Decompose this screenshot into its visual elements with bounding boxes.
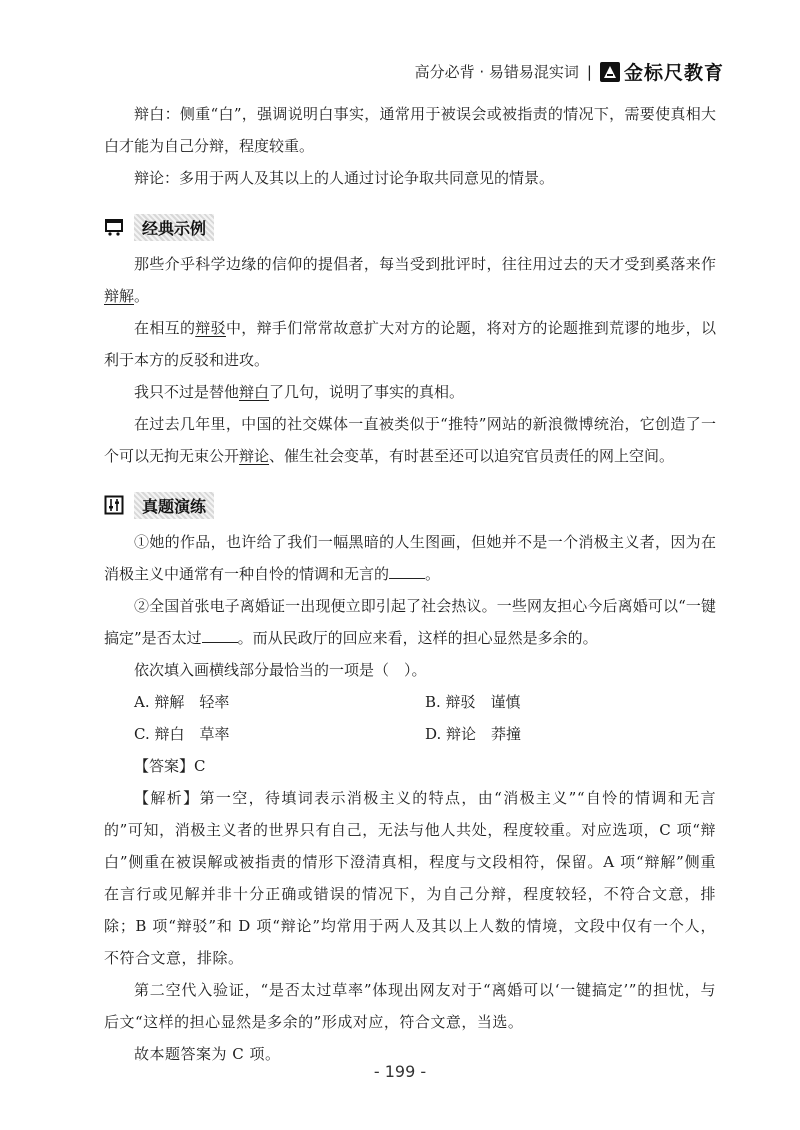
question-prompt: 依次填入画横线部分最恰当的一项是（ ）。 bbox=[134, 661, 427, 679]
option-a: A. 辩解 轻率 bbox=[134, 693, 230, 711]
section-examples-header bbox=[104, 212, 716, 242]
option-b: B. 辩驳 谨慎 bbox=[425, 693, 521, 711]
header-title: 高分必背 · 易错易混实词 bbox=[414, 63, 579, 81]
section-practice-header bbox=[104, 490, 716, 520]
analysis-label: 【解析】 bbox=[134, 789, 200, 807]
answer-line bbox=[104, 750, 716, 782]
example-3: 我只不过是替他辩白了几句，说明了事实的真相。 bbox=[134, 383, 465, 401]
analysis-paragraph-2: 第二空代入验证，“是否太过草率”体现出网友对于“离婚可以‘一键搞定’”的担忧，与后文“这样的担心显然是多余的”形成对应，符合文意，当选。 bbox=[104, 981, 716, 1031]
question-2: ②全国首张电子离婚证一出现便立即引起了社会热议。一些网友担心今后离婚可以“一键搞定”是否太过 。而从民政厅的回应来看，这样的担心显然是多余的。 bbox=[104, 597, 716, 647]
equalizer-icon bbox=[104, 495, 124, 515]
example-4: 在过去几年里，中国的社交媒体一直被类似于“推特”网站的新浪微博统治，它创造了一个可以无拘无束公开辩论、催生社会变革，有时甚至还可以追究官员责任的网上空间。 bbox=[104, 415, 716, 465]
fill-blank-2 bbox=[202, 628, 238, 643]
analysis-paragraph-3: 故本题答案为 C 项。 bbox=[134, 1045, 281, 1063]
fill-blank-1 bbox=[389, 564, 425, 579]
option-d: D. 辩论 莽撞 bbox=[425, 725, 522, 743]
cart-icon bbox=[104, 217, 124, 237]
header-separator: | bbox=[586, 62, 592, 81]
example-4-keyword: 辩论 bbox=[239, 447, 270, 465]
brand-mark-icon bbox=[600, 62, 620, 82]
page-content bbox=[104, 98, 716, 1070]
brand-name: 金标尺教育 bbox=[623, 62, 724, 84]
page-header bbox=[415, 58, 724, 85]
intro-paragraph-bianlun: 辩论：多用于两人及其以上的人通过讨论争取共同意见的情景。 bbox=[134, 169, 555, 187]
intro-paragraph-bianbai: 辩白：侧重“白”，强调说明白事实，通常用于被误会或被指责的情况下，需要使真相大白才能为自己分辩，程度较重。 bbox=[104, 105, 716, 155]
question-1: ①她的作品，也许给了我们一幅黑暗的人生图画，但她并不是一个消极主义者，因为在消极主义中通常有一种自怜的情调和无言的 。 bbox=[104, 533, 716, 583]
answer-label: 【答案】 bbox=[134, 757, 195, 775]
answer-value: C bbox=[194, 757, 206, 775]
options-grid bbox=[104, 686, 716, 750]
section-examples-title: 经典示例 bbox=[134, 214, 214, 241]
example-2: 在相互的辩驳中，辩手们常常故意扩大对方的论题，将对方的论题推到荒谬的地步，以利于本方的反驳和进攻。 bbox=[104, 319, 716, 369]
analysis-paragraph-1: 【解析】第一空，待填词表示消极主义的特点，由“消极主义”“自怜的情调和无言的”可知，消极主义者的世界只有自己，无法与他人共处，程度较重。对应选项，C 项“辩白”侧重在被误解或被指责的情形下澄清真相，程度与文段相符，保留。A 项“辩解”侧重在言行或见解并非十分正确或错误的情况下，为自己分辩，程度较轻，不符合文意，排除；B 项“辩驳”和 D 项“辩论”均常用于两人及其以上人数的情境，文段中仅有一个人，不符合文意，排除。 bbox=[104, 789, 716, 967]
brand-logo bbox=[600, 58, 724, 85]
example-2-keyword: 辩驳 bbox=[195, 319, 226, 337]
option-c: C. 辩白 草率 bbox=[134, 725, 230, 743]
example-3-keyword: 辩白 bbox=[239, 383, 270, 401]
example-1: 那些介乎科学边缘的信仰的提倡者，每当受到批评时，往往用过去的天才受到奚落来作辩解。 bbox=[104, 255, 716, 305]
section-practice-title: 真题演练 bbox=[134, 492, 214, 519]
example-1-keyword: 辩解 bbox=[104, 287, 135, 305]
page-number: - 199 - bbox=[373, 1062, 427, 1081]
